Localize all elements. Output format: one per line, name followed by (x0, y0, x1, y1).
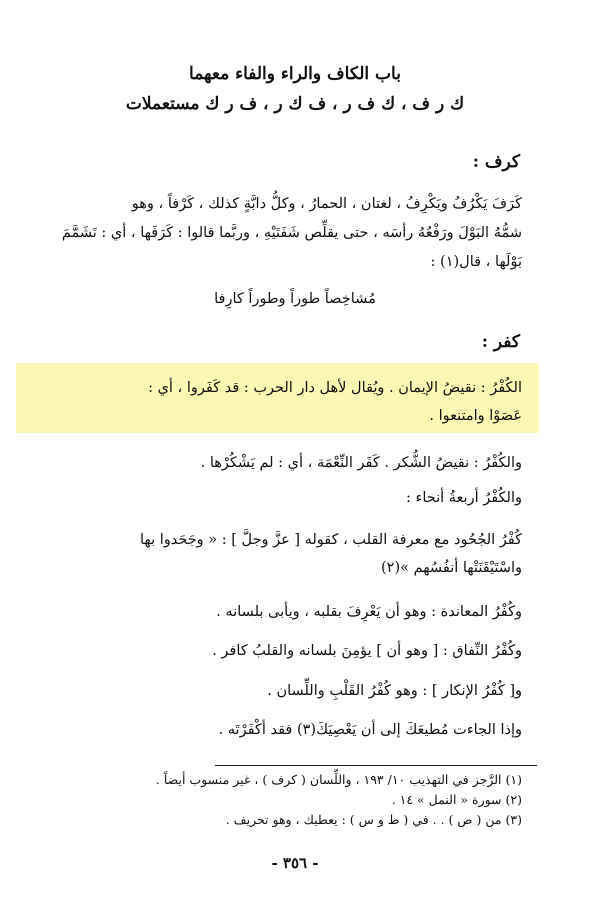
karf-line-2: شمُّهُ البَوْلَ ورَفْعُهُ رأسَه ، حتى يقلِّص شَفَتَيْهِ ، وربَّما قالوا : كَرَفَها ، أي : تَشَمَّمَ (61, 225, 522, 241)
kufr-shukr-line: والكُفْرُ : نقيضُ الشُّكر . كَفَر النِّعْمَة ، أي : لم يَشْكُرْها . (200, 455, 522, 471)
entry-heading-karf: كرف : (472, 152, 520, 172)
footnote-2: (٢) سورة « النمل » ١٤ . (391, 792, 522, 807)
kufr-ja-line: وإذا الجاءت مُطيعَكَ إلى أن يَعْصِيَكَ(٣) فقد أكْفَرْتَه . (218, 722, 522, 738)
footnote-3: (٣) من ( ص ) . . في ( ط و س ) : يعطيك ، وهو تحريف . (225, 812, 522, 827)
kufr-nifaq-line: وكُفْرُ النِّفاق : [ وهو أن ] يؤمِنَ بلسانه والقلبُ كافر . (212, 643, 522, 659)
kufr-juhud-line-2: واسْتَيْقَنَتْها أنفُسُهم »(٢) (380, 560, 522, 576)
kufr-arbaa-line: والكُفْرُ أربعةُ أنحاء : (406, 490, 522, 506)
kufr-muanada-line: وكُفْرُ المعاندة : وهو أن يَعْرِفَ بقلبه ، ويأبى بلسانه . (216, 604, 522, 620)
kufr-def-line-2: عَصَوْا وامتنعوا . (429, 408, 522, 424)
footnote-1: (١) الرَّجز في التهذيب ١٠/ ١٩٣ ، واللِّسان ( كرف ) ، غير منسوب أيضاً . (155, 772, 522, 787)
karf-line-3: بَوْلَها ، قال(١) : (430, 254, 522, 270)
karf-line-1: كَرَفَ يَكْرُفُ ويَكْرِفُ ، لغتان ، الحمارُ ، وكلُّ دابَّةٍ كذلك ، كَرْفاً ، وهو (131, 196, 522, 212)
kufr-juhud-line-1: كُفْرُ الجُحُود مع معرفة القلب ، كقوله [ عزَّ وجلَّ ] : « وجَحَدوا بها (139, 532, 522, 548)
kufr-def-line-1: الكُفْرُ : نقيضُ الإيمان . ويُقال لأهل دار الحرب : قد كَفَروا ، أي : (148, 380, 522, 396)
chapter-subtitle: ك ر ف ، ك ف ر ، ف ك ر ، ف ر ك مستعملات (125, 94, 465, 114)
page-number: - ٣٥٦ - (271, 854, 319, 872)
footnote-separator (215, 765, 537, 766)
kufr-inkar-line: و[ كُفْرُ الإنكار ] : وهو كُفْرُ القَلْبِ واللِّسان . (267, 683, 522, 699)
chapter-title: باب الكاف والراء والفاء معهما (189, 64, 401, 84)
entry-heading-kufr: كفر : (481, 332, 520, 352)
verse-line: مُشاخِصاً طوراً وطوراً كارِفا (214, 291, 376, 307)
